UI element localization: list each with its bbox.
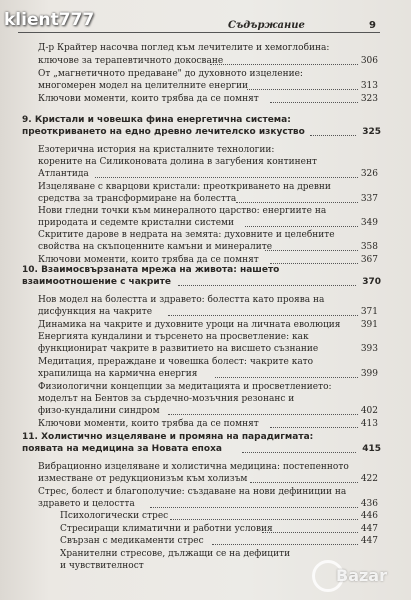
running-head: Съдържание <box>228 20 305 31</box>
seller-watermark: klient777 <box>4 10 95 30</box>
book-page: klient777 Съдържание 9 Д-р Крайтер насочва поглед към лечителите и хемоглобина: ключове за терапевтичното докосване 306 От „магнетичното предаване" до духовното изцеление: многомерен модел на целителните енергии 313 Ключови моменти, които трябва да се помнят 323 9. Кристали и човешка фина енергетична система: преоткриването на едно древно лечителско изкуство 325 Езотерична история на кристалните технологии: корените на Силиконовата долина в загубения континент Атлантида 326 Изцеляване с кварцови кристали: преоткриването на древни средства за трансформиране на болестта 337 Нови гледни точки към минералното царство: енергиите на природата и седемте кристални системи 349 Скритите дарове в недрата на земята: духовните и целебните свойства на скъпоценните камъни и минералите 358 Ключови моменти, които трябва да се помнят 367 10. Взаимосвързаната мрежа на живота: нашето взаимоотношение с чакрите 370 Нов модел на болестта и здравето: болестта като проява на дисфункция на чакрите 371 Динамика на чакрите и духовните уроци на личната еволюция 391 Енергията кундалини и търсенето на просветление: как функционират чакрите в развитието на висшето съзнание 393 Медитация, прераждане и човешка болест: чакрите като храпилища на кармична енергия 399 Физиологични концепции за медитацията и просветлението: моделът на Бентов за сърдечно-мозъчния резонанс и физо-кундалини синдром 402 Ключови моменти, които трябва да се помнят 413 11. Холистично изцеляване и промяна на парадигмата: появата на медицина за Новата епоха 415 Вибрационно изцеляване и холистична медицина: постепенното изместване от редукционизъм към холизъм 422 Стрес, болест и благополучие: създаване на нови дефиниции на здравето и целостта 436 Психологически стрес 446 Стресиращи климатични и работни условия 447 Свързан с медикаменти стрес 447 Хранителни стресове, дължащи се на дефицити и чувствителност Bazar <box>0 0 411 600</box>
header-rule <box>18 32 380 33</box>
page-number: 9 <box>369 20 376 31</box>
marketplace-watermark: Bazar <box>336 566 387 585</box>
